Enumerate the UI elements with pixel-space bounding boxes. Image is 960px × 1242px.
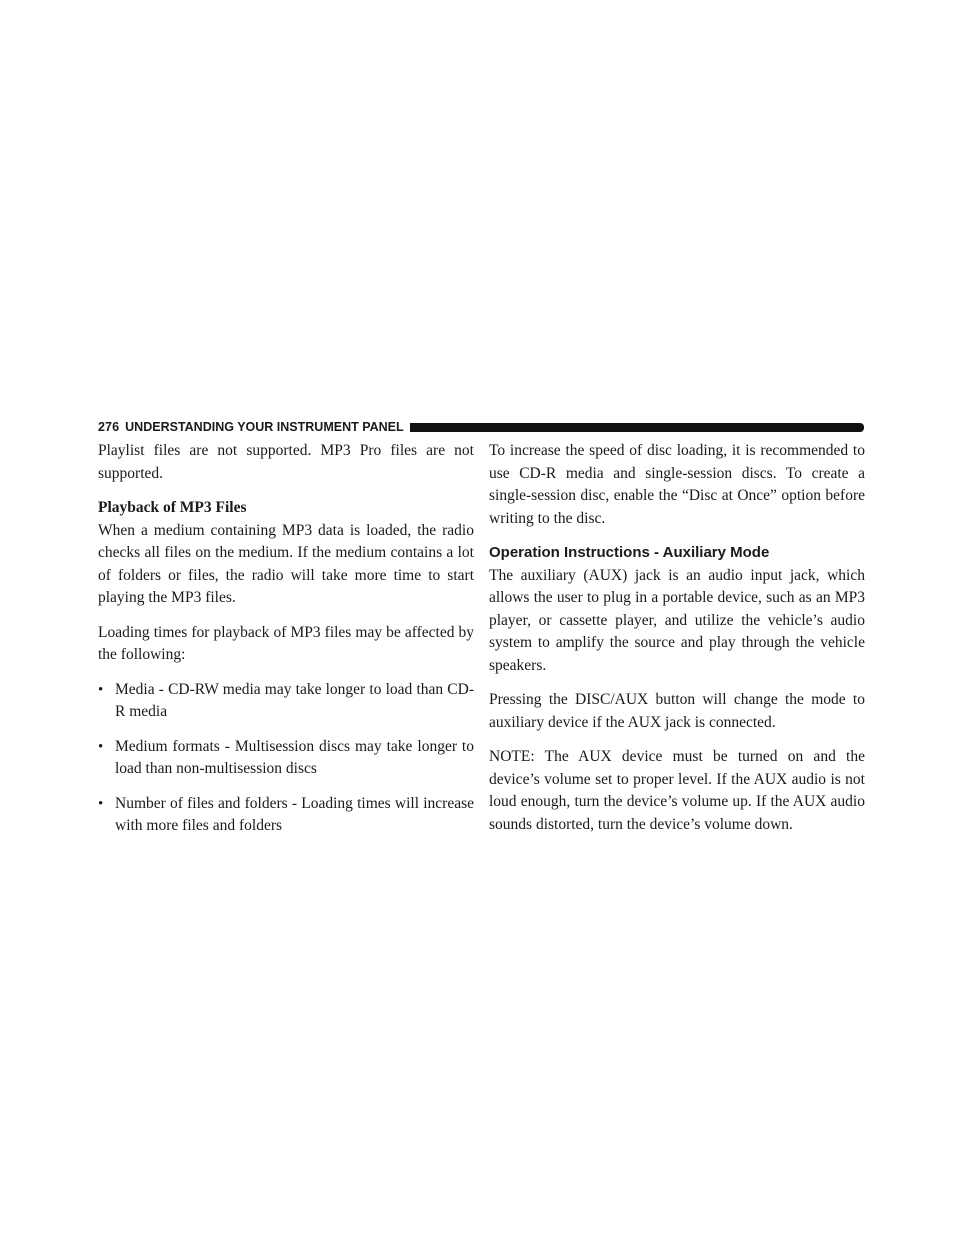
- body-paragraph: The auxiliary (AUX) jack is an audio input jack, which allows the user to plug in a portable device, such as an MP3 player, or cassette player, and utilize the vehicle’s audio system to amplify the source and play through the vehicle speakers.: [489, 566, 865, 674]
- right-column: [489, 440, 865, 848]
- list-item-text: Media - CD-RW media may take longer to load than CD-R media: [115, 680, 474, 720]
- list-item-text: Medium formats - Multisession discs may take longer to load than non-multisession discs: [115, 737, 474, 777]
- section-heading-mp3-playback: Playback of MP3 Files: [98, 499, 247, 516]
- header-rule: [410, 423, 864, 432]
- page-header: [98, 419, 864, 435]
- bullet-icon: •: [98, 738, 104, 755]
- note-paragraph: [489, 746, 865, 836]
- note-label: NOTE:: [489, 748, 535, 765]
- list-item-text: Number of files and folders - Loading times will increase with more files and folders: [115, 794, 474, 834]
- body-paragraph: When a medium containing MP3 data is loaded, the radio checks all files on the medium. If the medium contains a lot of folders or files, the radio will take more time to start playing the MP3 files.: [98, 521, 474, 606]
- list-item: [98, 793, 474, 838]
- intro-paragraph: To increase the speed of disc loading, it is recommended to use CD-R media and single-session discs. To create a single-session disc, enable the “Disc at Once” option before writing to the disc.: [489, 442, 865, 527]
- left-column: [98, 440, 474, 850]
- body-paragraph: Pressing the DISC/AUX button will change the mode to auxiliary device if the AUX jack is connected.: [489, 691, 865, 731]
- bullet-icon: •: [98, 681, 104, 698]
- page-number: 276: [98, 420, 120, 434]
- note-text: The AUX device must be turned on and the device’s volume set to proper level. If the AUX audio is not loud enough, turn the device’s volume up. If the AUX audio sounds distorted, turn the device’s volume down.: [489, 748, 865, 833]
- bullet-list: [98, 679, 474, 838]
- list-item: [98, 679, 474, 724]
- bullet-icon: •: [98, 795, 104, 812]
- list-item: [98, 736, 474, 781]
- section-heading-auxiliary-mode: Operation Instructions - Auxiliary Mode: [489, 544, 770, 561]
- intro-paragraph: Playlist files are not supported. MP3 Pro files are not supported.: [98, 442, 474, 482]
- body-paragraph: Loading times for playback of MP3 files may be affected by the following:: [98, 623, 474, 663]
- section-title: UNDERSTANDING YOUR INSTRUMENT PANEL: [125, 420, 404, 434]
